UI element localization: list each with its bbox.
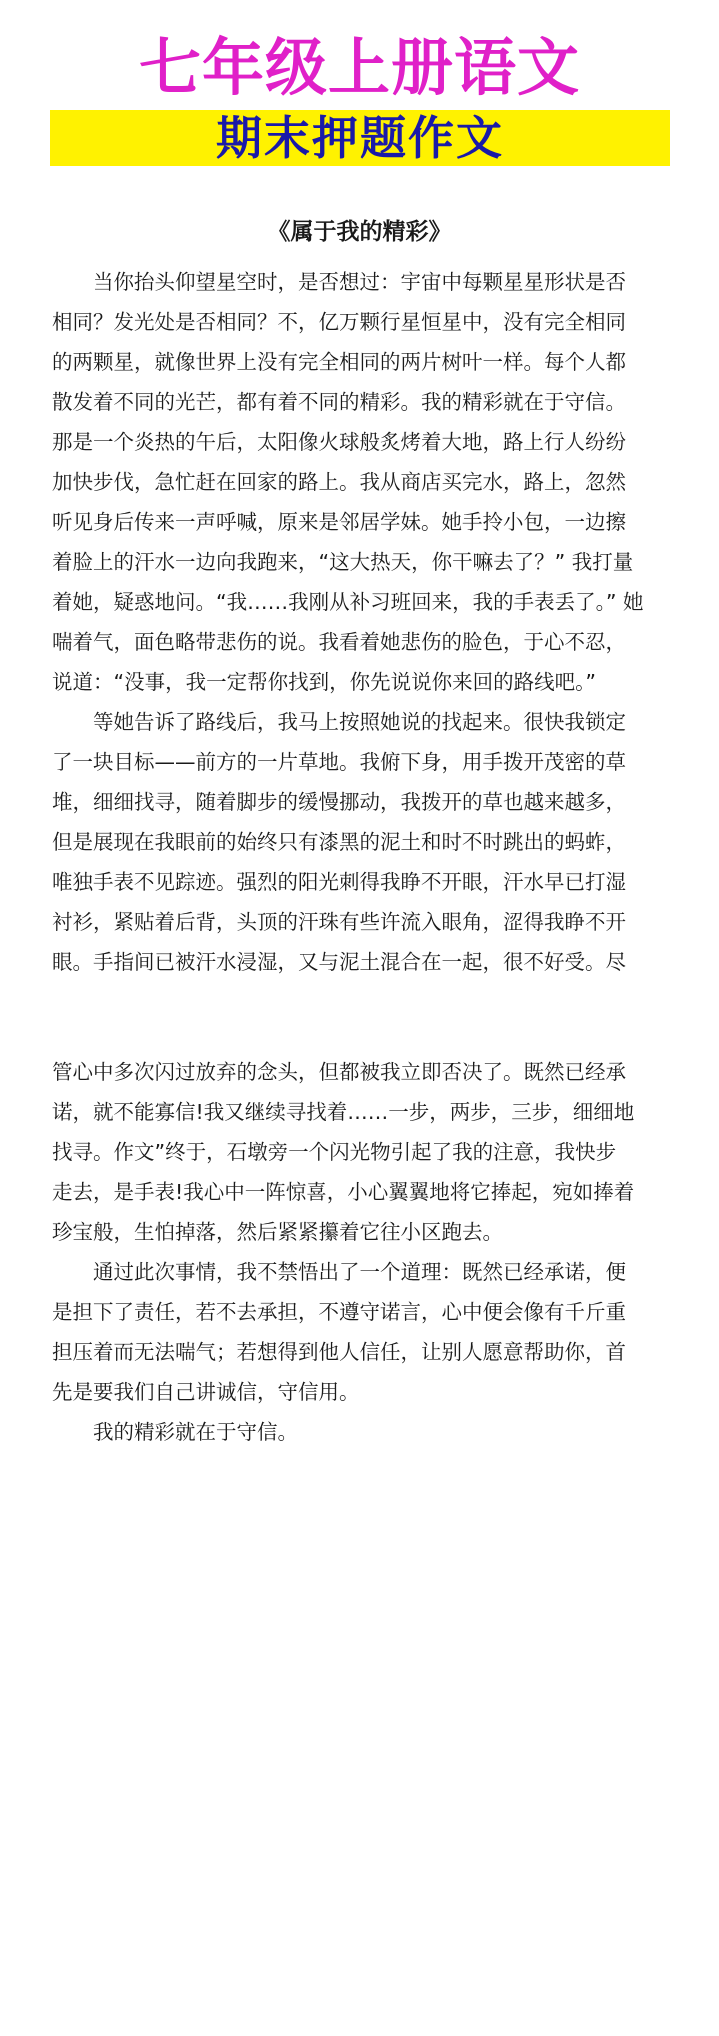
essay-line: 管心中多次闪过放弃的念头，但都被我立即否决了。既然已经承 [52,1060,626,1084]
essay-line: 喘着气，面色略带悲伤的说。我看着她悲伤的脸色，于心不忍， [52,630,626,654]
essay-line: 走去，是手表!我心中一阵惊喜，小心翼翼地将它捧起，宛如捧着 [52,1180,635,1204]
essay-line: 是担下了责任，若不去承担，不遵守诺言，心中便会像有千斤重 [52,1300,626,1324]
essay-body-part-2 [52,1052,672,1452]
essay-line: 唯独手表不见踪迹。强烈的阳光刺得我睁不开眼，汗水早已打湿 [52,870,626,894]
essay-line: 找寻。作文”终于，石墩旁一个闪光物引起了我的注意，我快步 [52,1140,617,1164]
essay-line: 诺，就不能寡信!我又继续寻找着……一步，两步，三步，细细地 [52,1100,635,1124]
essay-line: 的两颗星，就像世界上没有完全相同的两片树叶一样。每个人都 [52,350,626,374]
essay-line: 说道：“没事，我一定帮你找到，你先说说你来回的路线吧。” [52,670,596,694]
essay-title: 《属于我的精彩》 [267,219,452,245]
essay-line: 着脸上的汗水一边向我跑来，“这大热天，你干嘛去了？” 我打量 [52,550,634,574]
essay-line: 等她告诉了路线后，我马上按照她说的找起来。很快我锁定 [52,710,626,734]
essay-line: 加快步伐，急忙赶在回家的路上。我从商店买完水，路上，忽然 [52,470,626,494]
essay-line: 相同？发光处是否相同？不，亿万颗行星恒星中，没有完全相同 [52,310,626,334]
essay-line: 了一块目标——前方的一片草地。我俯下身，用手拨开茂密的草 [52,750,626,774]
essay-line: 那是一个炎热的午后，太阳像火球般炙烤着大地，路上行人纷纷 [52,430,626,454]
essay-line: 眼。手指间已被汗水浸湿，又与泥土混合在一起，很不好受。尽 [52,950,626,974]
essay-line: 但是展现在我眼前的始终只有漆黑的泥土和时不时跳出的蚂蚱， [52,830,626,854]
essay-line: 先是要我们自己讲诚信，守信用。 [52,1380,360,1404]
essay-line: 堆，细细找寻，随着脚步的缓慢挪动，我拨开的草也越来越多， [52,790,626,814]
essay-line: 通过此次事情，我不禁悟出了一个道理：既然已经承诺，便 [52,1260,626,1284]
page-subtitle: 期末押题作文 [216,111,504,165]
essay-body-part-1 [52,262,672,982]
essay-line: 衬衫，紧贴着后背，头顶的汗珠有些许流入眼角，涩得我睁不开 [52,910,626,934]
essay-line: 担压着而无法喘气；若想得到他人信任，让别人愿意帮助你，首 [52,1340,626,1364]
essay-line: 着她，疑惑地问。“我……我刚从补习班回来，我的手表丢了。” 她 [52,590,644,614]
page-title: 七年级上册语文 [138,31,580,104]
essay-line: 听见身后传来一声呼喊，原来是邻居学妹。她手拎小包，一边擦 [52,510,626,534]
essay-line: 当你抬头仰望星空时，是否想过：宇宙中每颗星星形状是否 [52,270,626,294]
essay-line: 散发着不同的光芒，都有着不同的精彩。我的精彩就在于守信。 [52,390,626,414]
essay-line: 我的精彩就在于守信。 [52,1420,298,1444]
essay-line: 珍宝般，生怕掉落，然后紧紧攥着它往小区跑去。 [52,1220,503,1244]
